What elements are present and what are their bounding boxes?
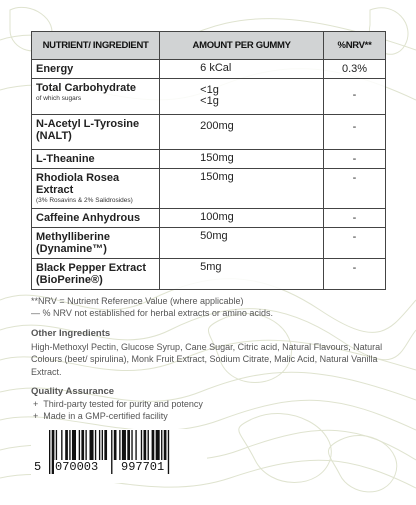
quality-assurance-list — [33, 399, 203, 422]
quality-assurance-title: Quality Assurance — [31, 386, 115, 397]
barcode-digits-right: 997701 — [121, 460, 165, 474]
barcode-bar — [85, 430, 86, 460]
barcode — [31, 429, 207, 483]
barcode-bar — [49, 430, 50, 474]
nrv-footnote — [31, 295, 391, 319]
ingredient-name: Energy — [32, 60, 160, 79]
table-row — [32, 60, 386, 79]
barcode-bar — [131, 430, 132, 460]
barcode-bar — [119, 430, 120, 460]
ingredient-nrv: 0.3% — [324, 60, 386, 79]
ingredient-nrv: - — [324, 79, 386, 115]
list-item — [33, 411, 203, 423]
plus-icon: + — [33, 399, 39, 409]
barcode-bar — [122, 430, 126, 460]
barcode-bar — [104, 430, 107, 460]
barcode-bars — [31, 429, 207, 483]
barcode-bar — [114, 430, 117, 460]
ingredient-name: L-Theanine — [32, 150, 160, 169]
barcode-bar — [99, 430, 100, 460]
barcode-bar — [152, 430, 155, 460]
barcode-bar — [65, 430, 68, 460]
list-item — [33, 399, 203, 411]
barcode-bar — [69, 430, 70, 460]
table-header-row — [32, 32, 386, 60]
ingredient-amount-sub: <1g — [200, 95, 219, 107]
header-amount: AMOUNT PER GUMMY — [160, 32, 324, 60]
barcode-digit-lead: 5 — [34, 460, 42, 474]
plus-icon: + — [33, 410, 39, 421]
ingredient-nrv: - — [324, 169, 386, 209]
ingredient-nrv: - — [324, 228, 386, 259]
ingredient-name: Methylliberine (Dynamine™) — [32, 228, 160, 259]
ingredient-amount: 6 kCal — [160, 60, 324, 79]
ingredient-amount: 50mg — [160, 228, 324, 259]
table-row — [32, 259, 386, 290]
header-ingredient: NUTRIENT/ INGREDIENT — [32, 32, 160, 60]
barcode-bar — [164, 430, 167, 460]
barcode-bar — [135, 430, 136, 460]
ingredient-nrv: - — [324, 209, 386, 228]
ingredient-amount: 150mg — [160, 169, 324, 209]
barcode-bar — [90, 430, 94, 460]
barcode-digits-left: 070003 — [55, 460, 99, 474]
table-row — [32, 228, 386, 259]
ingredient-cell — [32, 169, 160, 209]
ingredient-amount: 100mg — [160, 209, 324, 228]
ingredient-amount: 200mg — [160, 115, 324, 150]
barcode-bar — [61, 430, 62, 460]
nrv-footnote-line-2: — % NRV not established for herbal extracts or amino acids. — [31, 308, 273, 318]
barcode-bar — [127, 430, 130, 460]
ingredient-subtext: (3% Rosavins & 2% Salidrosides) — [36, 197, 133, 204]
barcode-bar — [156, 430, 160, 460]
barcode-bar — [79, 430, 80, 460]
ingredient-cell — [32, 79, 160, 115]
table-row — [32, 115, 386, 150]
nrv-footnote-line-1: **NRV = Nutrient Reference Value (where applicable) — [31, 296, 244, 306]
ingredient-amount: <1g — [200, 84, 219, 96]
table-row — [32, 169, 386, 209]
barcode-bar — [141, 430, 142, 460]
header-nrv: %NRV** — [324, 32, 386, 60]
barcode-bar — [161, 430, 162, 460]
ingredient-amount-cell — [160, 79, 324, 115]
ingredient-name: Rhodiola Rosea Extract — [36, 172, 120, 196]
barcode-bar — [144, 430, 147, 460]
barcode-bar — [56, 430, 57, 460]
table-row — [32, 150, 386, 169]
ingredient-name: Black Pepper Extract (BioPerine®) — [32, 259, 160, 290]
table-row — [32, 209, 386, 228]
ingredient-name: N-Acetyl L-Tyrosine (NALT) — [32, 115, 160, 150]
list-item-text: Third-party tested for purity and potency — [43, 399, 203, 409]
ingredient-nrv: - — [324, 259, 386, 290]
barcode-bar — [102, 430, 103, 460]
list-item-text: Made in a GMP-certified facility — [43, 410, 168, 421]
ingredient-subtext: of which sugars — [36, 95, 82, 102]
table-row — [32, 79, 386, 115]
barcode-bar — [111, 430, 112, 474]
ingredient-name: Caffeine Anhydrous — [32, 209, 160, 228]
barcode-bar — [148, 430, 149, 460]
ingredient-nrv: - — [324, 150, 386, 169]
barcode-bar — [72, 430, 76, 460]
ingredient-nrv: - — [324, 115, 386, 150]
barcode-bar — [81, 430, 84, 460]
other-ingredients-title: Other Ingredients — [31, 328, 111, 339]
barcode-bar — [168, 430, 169, 474]
ingredient-amount: 150mg — [160, 150, 324, 169]
nutrition-table — [31, 31, 386, 290]
barcode-bar — [95, 430, 96, 460]
ingredient-name: Total Carbohydrate — [36, 82, 137, 94]
ingredient-amount: 5mg — [160, 259, 324, 290]
other-ingredients-text: High-Methoxyl Pectin, Glucose Syrup, Cane Sugar, Citric acid, Natural Flavours, Natural Colours (beet/ spirulina), Monk Fruit Extract, Sodium Citrate, Malic Acid, Natural Vanilla Extract. — [31, 342, 383, 377]
